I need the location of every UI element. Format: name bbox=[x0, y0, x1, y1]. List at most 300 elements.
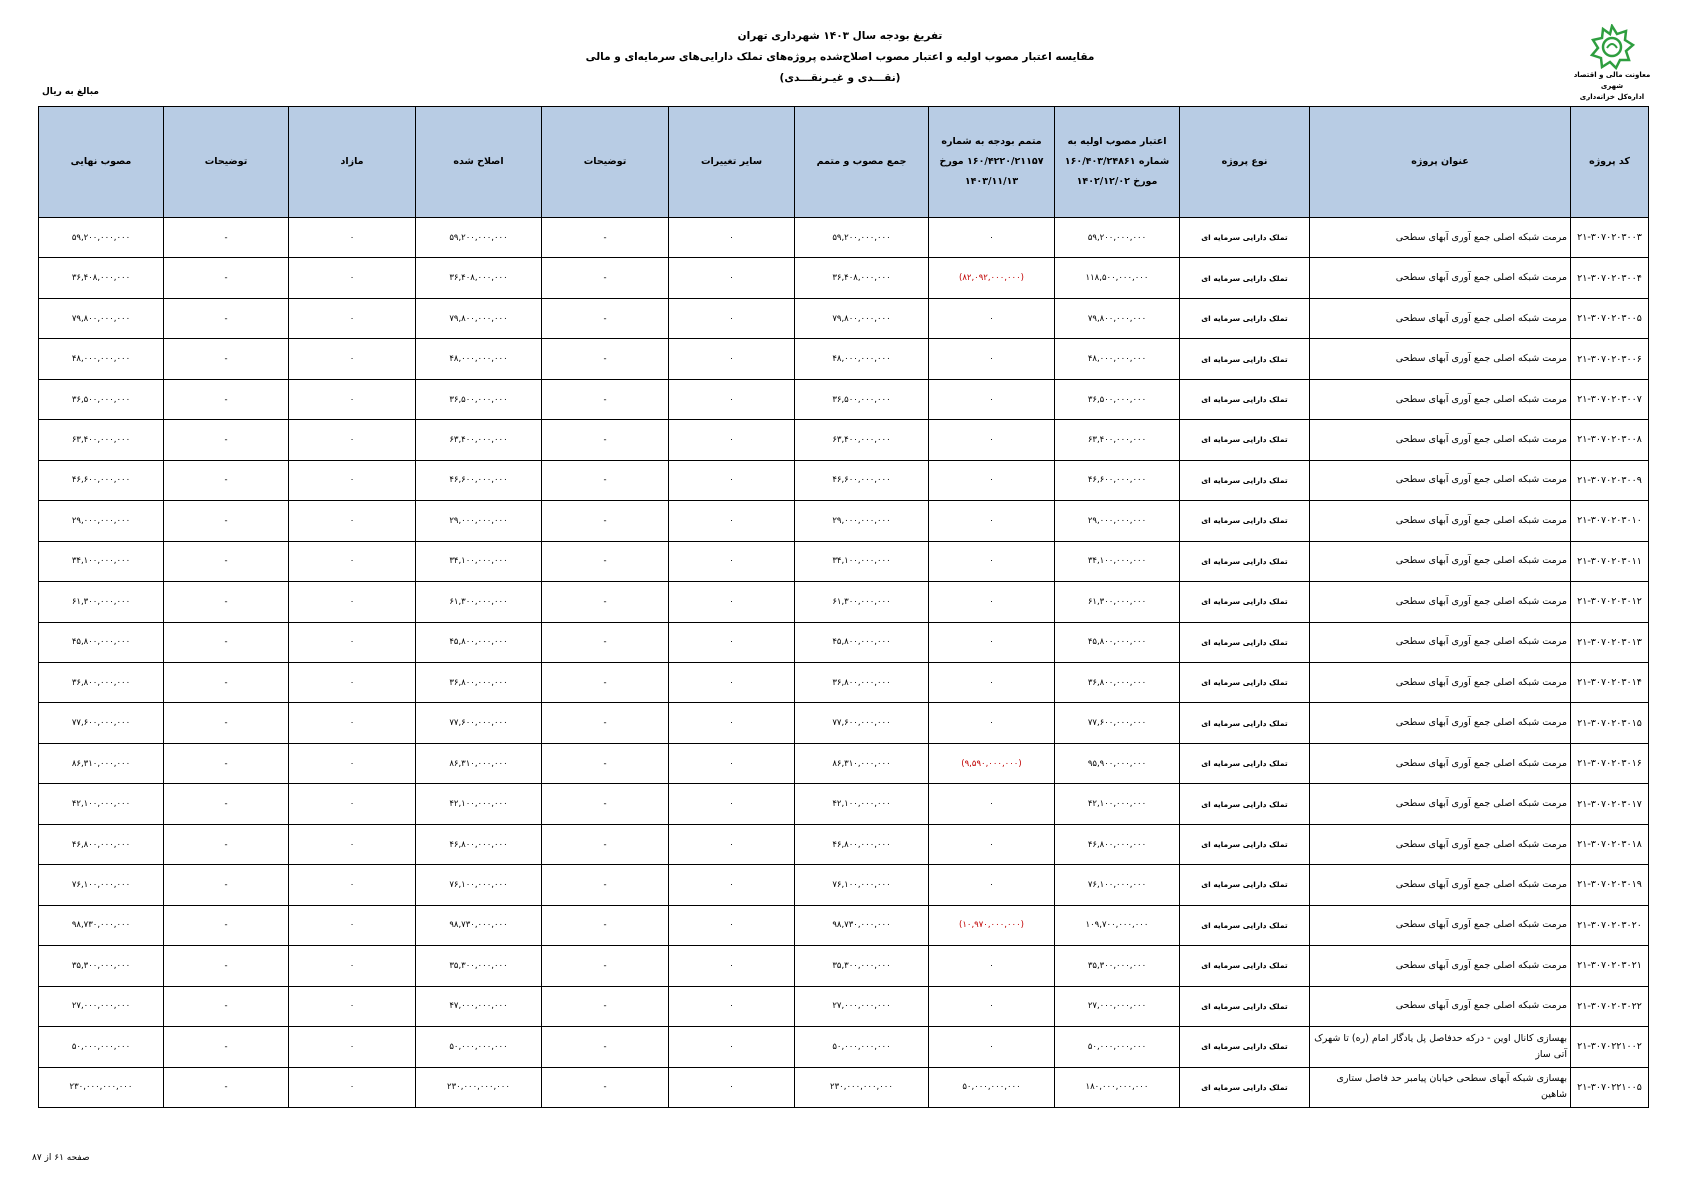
revised-cell: ۵۹,۲۰۰,۰۰۰,۰۰۰ bbox=[416, 218, 542, 258]
other-changes-cell: ۰ bbox=[669, 541, 795, 581]
project-code-cell: ۲۱-۳۰۷۰۲۰۳۰۲۰ bbox=[1571, 905, 1649, 945]
revised-cell: ۶۱,۳۰۰,۰۰۰,۰۰۰ bbox=[416, 582, 542, 622]
revised-cell: ۴۸,۰۰۰,۰۰۰,۰۰۰ bbox=[416, 339, 542, 379]
table-row bbox=[39, 986, 1649, 1026]
supplement-cell: ۵۰,۰۰۰,۰۰۰,۰۰۰ bbox=[929, 1067, 1055, 1107]
project-code-cell: ۲۱-۳۰۷۰۲۰۳۰۰۹ bbox=[1571, 460, 1649, 500]
description-cell: - bbox=[542, 420, 669, 460]
final-budget-cell: ۳۵,۳۰۰,۰۰۰,۰۰۰ bbox=[39, 946, 164, 986]
surplus-cell: ۰ bbox=[289, 622, 416, 662]
other-changes-cell: ۰ bbox=[669, 986, 795, 1026]
other-changes-cell: ۰ bbox=[669, 784, 795, 824]
table-row bbox=[39, 460, 1649, 500]
project-code-cell: ۲۱-۳۰۷۰۲۰۳۰۰۴ bbox=[1571, 258, 1649, 298]
total-cell: ۳۴,۱۰۰,۰۰۰,۰۰۰ bbox=[795, 541, 929, 581]
project-type-cell: تملک دارایی سرمایه ای bbox=[1180, 298, 1310, 338]
other-changes-cell: ۰ bbox=[669, 582, 795, 622]
final-budget-cell: ۷۶,۱۰۰,۰۰۰,۰۰۰ bbox=[39, 865, 164, 905]
description-cell: - bbox=[542, 582, 669, 622]
other-changes-cell: ۰ bbox=[669, 1027, 795, 1067]
budget-table bbox=[38, 106, 1649, 1108]
description-cell: - bbox=[164, 582, 289, 622]
table-row bbox=[39, 339, 1649, 379]
total-cell: ۲۳۰,۰۰۰,۰۰۰,۰۰۰ bbox=[795, 1067, 929, 1107]
surplus-cell: ۰ bbox=[289, 1027, 416, 1067]
report-title: تفریغ بودجه سال ۱۴۰۳ شهرداری تهران bbox=[737, 30, 943, 42]
surplus-cell: ۰ bbox=[289, 339, 416, 379]
final-budget-cell: ۳۶,۵۰۰,۰۰۰,۰۰۰ bbox=[39, 379, 164, 419]
total-cell: ۶۳,۴۰۰,۰۰۰,۰۰۰ bbox=[795, 420, 929, 460]
project-code-cell: ۲۱-۳۰۷۰۲۰۳۰۰۷ bbox=[1571, 379, 1649, 419]
description-cell: - bbox=[542, 703, 669, 743]
description-cell: - bbox=[542, 501, 669, 541]
description-cell: - bbox=[542, 743, 669, 783]
description-cell: - bbox=[164, 703, 289, 743]
project-code-cell: ۲۱-۳۰۷۰۲۰۳۰۱۳ bbox=[1571, 622, 1649, 662]
initial-budget-cell: ۳۶,۵۰۰,۰۰۰,۰۰۰ bbox=[1055, 379, 1180, 419]
initial-budget-cell: ۱۸۰,۰۰۰,۰۰۰,۰۰۰ bbox=[1055, 1067, 1180, 1107]
final-budget-cell: ۴۶,۸۰۰,۰۰۰,۰۰۰ bbox=[39, 824, 164, 864]
total-cell: ۲۹,۰۰۰,۰۰۰,۰۰۰ bbox=[795, 501, 929, 541]
page-number: صفحه ۶۱ از ۸۷ bbox=[32, 1153, 90, 1163]
surplus-cell: ۰ bbox=[289, 905, 416, 945]
table-row bbox=[39, 582, 1649, 622]
description-cell: - bbox=[542, 258, 669, 298]
project-type-cell: تملک دارایی سرمایه ای bbox=[1180, 1067, 1310, 1107]
supplement-cell: (۱۰,۹۷۰,۰۰۰,۰۰۰) bbox=[929, 905, 1055, 945]
initial-budget-cell: ۵۰,۰۰۰,۰۰۰,۰۰۰ bbox=[1055, 1027, 1180, 1067]
total-cell: ۹۸,۷۳۰,۰۰۰,۰۰۰ bbox=[795, 905, 929, 945]
column-header: سایر تغییرات bbox=[669, 107, 795, 218]
project-title-cell: مرمت شبکه اصلی جمع آوری آبهای سطحی bbox=[1310, 460, 1571, 500]
initial-budget-cell: ۷۹,۸۰۰,۰۰۰,۰۰۰ bbox=[1055, 298, 1180, 338]
table-header-row bbox=[39, 107, 1649, 218]
column-header: عنوان پروژه bbox=[1310, 107, 1571, 218]
other-changes-cell: ۰ bbox=[669, 865, 795, 905]
description-cell: - bbox=[164, 460, 289, 500]
total-cell: ۵۰,۰۰۰,۰۰۰,۰۰۰ bbox=[795, 1027, 929, 1067]
final-budget-cell: ۴۲,۱۰۰,۰۰۰,۰۰۰ bbox=[39, 784, 164, 824]
table-row bbox=[39, 622, 1649, 662]
project-code-cell: ۲۱-۳۰۷۰۲۰۳۰۰۳ bbox=[1571, 218, 1649, 258]
revised-cell: ۹۸,۷۳۰,۰۰۰,۰۰۰ bbox=[416, 905, 542, 945]
initial-budget-cell: ۷۶,۱۰۰,۰۰۰,۰۰۰ bbox=[1055, 865, 1180, 905]
description-cell: - bbox=[164, 784, 289, 824]
surplus-cell: ۰ bbox=[289, 582, 416, 622]
surplus-cell: ۰ bbox=[289, 824, 416, 864]
supplement-cell: ۰ bbox=[929, 784, 1055, 824]
revised-cell: ۳۵,۳۰۰,۰۰۰,۰۰۰ bbox=[416, 946, 542, 986]
initial-budget-cell: ۳۶,۸۰۰,۰۰۰,۰۰۰ bbox=[1055, 662, 1180, 702]
table-row bbox=[39, 784, 1649, 824]
project-code-cell: ۲۱-۳۰۷۰۲۰۳۰۱۹ bbox=[1571, 865, 1649, 905]
description-cell: - bbox=[542, 662, 669, 702]
project-type-cell: تملک دارایی سرمایه ای bbox=[1180, 703, 1310, 743]
surplus-cell: ۰ bbox=[289, 298, 416, 338]
project-type-cell: تملک دارایی سرمایه ای bbox=[1180, 258, 1310, 298]
surplus-cell: ۰ bbox=[289, 986, 416, 1026]
initial-budget-cell: ۴۸,۰۰۰,۰۰۰,۰۰۰ bbox=[1055, 339, 1180, 379]
table-row bbox=[39, 946, 1649, 986]
revised-cell: ۳۶,۵۰۰,۰۰۰,۰۰۰ bbox=[416, 379, 542, 419]
initial-budget-cell: ۵۹,۲۰۰,۰۰۰,۰۰۰ bbox=[1055, 218, 1180, 258]
total-cell: ۴۶,۸۰۰,۰۰۰,۰۰۰ bbox=[795, 824, 929, 864]
supplement-cell: ۰ bbox=[929, 986, 1055, 1026]
supplement-cell: ۰ bbox=[929, 703, 1055, 743]
description-cell: - bbox=[164, 420, 289, 460]
project-type-cell: تملک دارایی سرمایه ای bbox=[1180, 743, 1310, 783]
other-changes-cell: ۰ bbox=[669, 460, 795, 500]
revised-cell: ۷۶,۱۰۰,۰۰۰,۰۰۰ bbox=[416, 865, 542, 905]
other-changes-cell: ۰ bbox=[669, 339, 795, 379]
project-type-cell: تملک دارایی سرمایه ای bbox=[1180, 541, 1310, 581]
surplus-cell: ۰ bbox=[289, 865, 416, 905]
project-type-cell: تملک دارایی سرمایه ای bbox=[1180, 582, 1310, 622]
project-type-cell: تملک دارایی سرمایه ای bbox=[1180, 784, 1310, 824]
final-budget-cell: ۴۵,۸۰۰,۰۰۰,۰۰۰ bbox=[39, 622, 164, 662]
supplement-cell: (۹,۵۹۰,۰۰۰,۰۰۰) bbox=[929, 743, 1055, 783]
project-title-cell: مرمت شبکه اصلی جمع آوری آبهای سطحی bbox=[1310, 541, 1571, 581]
description-cell: - bbox=[542, 339, 669, 379]
description-cell: - bbox=[164, 218, 289, 258]
surplus-cell: ۰ bbox=[289, 784, 416, 824]
project-type-cell: تملک دارایی سرمایه ای bbox=[1180, 824, 1310, 864]
other-changes-cell: ۰ bbox=[669, 1067, 795, 1107]
project-code-cell: ۲۱-۳۰۷۰۲۰۳۰۱۷ bbox=[1571, 784, 1649, 824]
logo-block bbox=[1562, 24, 1662, 103]
column-header: متمم بودجه به شماره ۱۶۰/۴۲۲۰/۲۱۱۵۷ مورخ ۱۴۰۳/۱۱/۱۳ bbox=[929, 107, 1055, 218]
description-cell: - bbox=[542, 1067, 669, 1107]
description-cell: - bbox=[542, 1027, 669, 1067]
description-cell: - bbox=[542, 986, 669, 1026]
other-changes-cell: ۰ bbox=[669, 824, 795, 864]
other-changes-cell: ۰ bbox=[669, 703, 795, 743]
report-subtitle: مقایسه اعتبار مصوب اولیه و اعتبار مصوب اصلاح‌شده پروژه‌های تملک دارایی‌های سرمایه‌ای و مالی bbox=[585, 51, 1095, 63]
other-changes-cell: ۰ bbox=[669, 662, 795, 702]
other-changes-cell: ۰ bbox=[669, 905, 795, 945]
logo-text-2: اداره‌کل خزانه‌داری bbox=[1579, 93, 1645, 101]
table-row bbox=[39, 865, 1649, 905]
table-row bbox=[39, 1067, 1649, 1107]
description-cell: - bbox=[542, 905, 669, 945]
column-header: جمع مصوب و متمم bbox=[795, 107, 929, 218]
column-header: نوع پروژه bbox=[1180, 107, 1310, 218]
supplement-cell: ۰ bbox=[929, 541, 1055, 581]
description-cell: - bbox=[542, 946, 669, 986]
project-title-cell: بهسازی شبکه آبهای سطحی خیابان پیامبر حد فاصل ستاری شاهین bbox=[1310, 1067, 1571, 1107]
description-cell: - bbox=[542, 824, 669, 864]
column-header: کد پروژه bbox=[1571, 107, 1649, 218]
table-row bbox=[39, 541, 1649, 581]
project-title-cell: مرمت شبکه اصلی جمع آوری آبهای سطحی bbox=[1310, 743, 1571, 783]
final-budget-cell: ۴۶,۶۰۰,۰۰۰,۰۰۰ bbox=[39, 460, 164, 500]
surplus-cell: ۰ bbox=[289, 743, 416, 783]
report-titles bbox=[560, 26, 1120, 89]
description-cell: - bbox=[164, 1027, 289, 1067]
other-changes-cell: ۰ bbox=[669, 622, 795, 662]
final-budget-cell: ۲۹,۰۰۰,۰۰۰,۰۰۰ bbox=[39, 501, 164, 541]
initial-budget-cell: ۴۶,۶۰۰,۰۰۰,۰۰۰ bbox=[1055, 460, 1180, 500]
surplus-cell: ۰ bbox=[289, 946, 416, 986]
project-title-cell: مرمت شبکه اصلی جمع آوری آبهای سطحی bbox=[1310, 905, 1571, 945]
revised-cell: ۴۷,۰۰۰,۰۰۰,۰۰۰ bbox=[416, 986, 542, 1026]
description-cell: - bbox=[164, 946, 289, 986]
column-header: توضیحات bbox=[164, 107, 289, 218]
project-code-cell: ۲۱-۳۰۷۰۲۰۳۰۱۵ bbox=[1571, 703, 1649, 743]
total-cell: ۷۹,۸۰۰,۰۰۰,۰۰۰ bbox=[795, 298, 929, 338]
final-budget-cell: ۵۹,۲۰۰,۰۰۰,۰۰۰ bbox=[39, 218, 164, 258]
description-cell: - bbox=[164, 1067, 289, 1107]
revised-cell: ۸۶,۳۱۰,۰۰۰,۰۰۰ bbox=[416, 743, 542, 783]
table-row bbox=[39, 379, 1649, 419]
final-budget-cell: ۹۸,۷۳۰,۰۰۰,۰۰۰ bbox=[39, 905, 164, 945]
total-cell: ۵۹,۲۰۰,۰۰۰,۰۰۰ bbox=[795, 218, 929, 258]
project-title-cell: مرمت شبکه اصلی جمع آوری آبهای سطحی bbox=[1310, 339, 1571, 379]
supplement-cell: ۰ bbox=[929, 298, 1055, 338]
project-code-cell: ۲۱-۳۰۷۰۲۰۳۰۰۶ bbox=[1571, 339, 1649, 379]
final-budget-cell: ۳۶,۴۰۸,۰۰۰,۰۰۰ bbox=[39, 258, 164, 298]
revised-cell: ۲۹,۰۰۰,۰۰۰,۰۰۰ bbox=[416, 501, 542, 541]
column-header: توضیحات bbox=[542, 107, 669, 218]
supplement-cell: ۰ bbox=[929, 865, 1055, 905]
project-type-cell: تملک دارایی سرمایه ای bbox=[1180, 1027, 1310, 1067]
total-cell: ۷۷,۶۰۰,۰۰۰,۰۰۰ bbox=[795, 703, 929, 743]
project-code-cell: ۲۱-۳۰۷۰۲۰۳۰۰۵ bbox=[1571, 298, 1649, 338]
surplus-cell: ۰ bbox=[289, 662, 416, 702]
revised-cell: ۴۶,۸۰۰,۰۰۰,۰۰۰ bbox=[416, 824, 542, 864]
description-cell: - bbox=[164, 339, 289, 379]
initial-budget-cell: ۱۰۹,۷۰۰,۰۰۰,۰۰۰ bbox=[1055, 905, 1180, 945]
revised-cell: ۳۴,۱۰۰,۰۰۰,۰۰۰ bbox=[416, 541, 542, 581]
initial-budget-cell: ۶۱,۳۰۰,۰۰۰,۰۰۰ bbox=[1055, 582, 1180, 622]
table-row bbox=[39, 298, 1649, 338]
description-cell: - bbox=[164, 298, 289, 338]
revised-cell: ۴۶,۶۰۰,۰۰۰,۰۰۰ bbox=[416, 460, 542, 500]
final-budget-cell: ۸۶,۳۱۰,۰۰۰,۰۰۰ bbox=[39, 743, 164, 783]
revised-cell: ۴۵,۸۰۰,۰۰۰,۰۰۰ bbox=[416, 622, 542, 662]
project-code-cell: ۲۱-۳۰۷۰۲۰۳۰۱۸ bbox=[1571, 824, 1649, 864]
project-title-cell: مرمت شبکه اصلی جمع آوری آبهای سطحی bbox=[1310, 986, 1571, 1026]
project-code-cell: ۲۱-۳۰۷۰۲۰۳۰۱۲ bbox=[1571, 582, 1649, 622]
final-budget-cell: ۳۶,۸۰۰,۰۰۰,۰۰۰ bbox=[39, 662, 164, 702]
description-cell: - bbox=[164, 622, 289, 662]
surplus-cell: ۰ bbox=[289, 703, 416, 743]
surplus-cell: ۰ bbox=[289, 460, 416, 500]
project-title-cell: مرمت شبکه اصلی جمع آوری آبهای سطحی bbox=[1310, 379, 1571, 419]
description-cell: - bbox=[164, 865, 289, 905]
project-code-cell: ۲۱-۳۰۷۰۲۰۳۰۱۱ bbox=[1571, 541, 1649, 581]
table-row bbox=[39, 420, 1649, 460]
project-code-cell: ۲۱-۳۰۷۰۲۰۳۰۲۱ bbox=[1571, 946, 1649, 986]
table-row bbox=[39, 1027, 1649, 1067]
total-cell: ۳۵,۳۰۰,۰۰۰,۰۰۰ bbox=[795, 946, 929, 986]
description-cell: - bbox=[542, 379, 669, 419]
table-row bbox=[39, 743, 1649, 783]
project-title-cell: مرمت شبکه اصلی جمع آوری آبهای سطحی bbox=[1310, 582, 1571, 622]
total-cell: ۷۶,۱۰۰,۰۰۰,۰۰۰ bbox=[795, 865, 929, 905]
description-cell: - bbox=[164, 905, 289, 945]
description-cell: - bbox=[542, 298, 669, 338]
project-title-cell: مرمت شبکه اصلی جمع آوری آبهای سطحی bbox=[1310, 865, 1571, 905]
surplus-cell: ۰ bbox=[289, 258, 416, 298]
initial-budget-cell: ۷۷,۶۰۰,۰۰۰,۰۰۰ bbox=[1055, 703, 1180, 743]
project-type-cell: تملک دارایی سرمایه ای bbox=[1180, 905, 1310, 945]
project-title-cell: مرمت شبکه اصلی جمع آوری آبهای سطحی bbox=[1310, 784, 1571, 824]
table-body bbox=[39, 218, 1649, 1108]
table-row bbox=[39, 703, 1649, 743]
initial-budget-cell: ۴۲,۱۰۰,۰۰۰,۰۰۰ bbox=[1055, 784, 1180, 824]
supplement-cell: ۰ bbox=[929, 662, 1055, 702]
final-budget-cell: ۷۹,۸۰۰,۰۰۰,۰۰۰ bbox=[39, 298, 164, 338]
project-type-cell: تملک دارایی سرمایه ای bbox=[1180, 622, 1310, 662]
total-cell: ۴۵,۸۰۰,۰۰۰,۰۰۰ bbox=[795, 622, 929, 662]
other-changes-cell: ۰ bbox=[669, 258, 795, 298]
table-row bbox=[39, 501, 1649, 541]
initial-budget-cell: ۹۵,۹۰۰,۰۰۰,۰۰۰ bbox=[1055, 743, 1180, 783]
project-title-cell: مرمت شبکه اصلی جمع آوری آبهای سطحی bbox=[1310, 298, 1571, 338]
final-budget-cell: ۲۳۰,۰۰۰,۰۰۰,۰۰۰ bbox=[39, 1067, 164, 1107]
column-header: اعتبار مصوب اولیه به شماره ۱۶۰/۴۰۳/۲۴۸۶۱ مورخ ۱۴۰۲/۱۲/۰۲ bbox=[1055, 107, 1180, 218]
supplement-cell: (۸۲,۰۹۲,۰۰۰,۰۰۰) bbox=[929, 258, 1055, 298]
supplement-cell: ۰ bbox=[929, 460, 1055, 500]
other-changes-cell: ۰ bbox=[669, 379, 795, 419]
final-budget-cell: ۷۷,۶۰۰,۰۰۰,۰۰۰ bbox=[39, 703, 164, 743]
description-cell: - bbox=[542, 784, 669, 824]
description-cell: - bbox=[164, 743, 289, 783]
other-changes-cell: ۰ bbox=[669, 298, 795, 338]
revised-cell: ۵۰,۰۰۰,۰۰۰,۰۰۰ bbox=[416, 1027, 542, 1067]
surplus-cell: ۰ bbox=[289, 379, 416, 419]
project-code-cell: ۲۱-۳۰۷۰۲۰۳۰۱۶ bbox=[1571, 743, 1649, 783]
revised-cell: ۶۳,۴۰۰,۰۰۰,۰۰۰ bbox=[416, 420, 542, 460]
other-changes-cell: ۰ bbox=[669, 218, 795, 258]
initial-budget-cell: ۱۱۸,۵۰۰,۰۰۰,۰۰۰ bbox=[1055, 258, 1180, 298]
description-cell: - bbox=[542, 865, 669, 905]
final-budget-cell: ۴۸,۰۰۰,۰۰۰,۰۰۰ bbox=[39, 339, 164, 379]
project-type-cell: تملک دارایی سرمایه ای bbox=[1180, 460, 1310, 500]
final-budget-cell: ۶۱,۳۰۰,۰۰۰,۰۰۰ bbox=[39, 582, 164, 622]
project-title-cell: مرمت شبکه اصلی جمع آوری آبهای سطحی bbox=[1310, 501, 1571, 541]
revised-cell: ۳۶,۸۰۰,۰۰۰,۰۰۰ bbox=[416, 662, 542, 702]
final-budget-cell: ۵۰,۰۰۰,۰۰۰,۰۰۰ bbox=[39, 1027, 164, 1067]
project-title-cell: مرمت شبکه اصلی جمع آوری آبهای سطحی bbox=[1310, 662, 1571, 702]
project-title-cell: مرمت شبکه اصلی جمع آوری آبهای سطحی bbox=[1310, 420, 1571, 460]
other-changes-cell: ۰ bbox=[669, 420, 795, 460]
description-cell: - bbox=[164, 379, 289, 419]
supplement-cell: ۰ bbox=[929, 582, 1055, 622]
total-cell: ۳۶,۸۰۰,۰۰۰,۰۰۰ bbox=[795, 662, 929, 702]
project-type-cell: تملک دارایی سرمایه ای bbox=[1180, 865, 1310, 905]
final-budget-cell: ۳۴,۱۰۰,۰۰۰,۰۰۰ bbox=[39, 541, 164, 581]
project-title-cell: بهسازی کانال اوین - درکه حدفاصل پل یادگار امام (ره) تا شهرک آتی ساز bbox=[1310, 1027, 1571, 1067]
surplus-cell: ۰ bbox=[289, 218, 416, 258]
total-cell: ۲۷,۰۰۰,۰۰۰,۰۰۰ bbox=[795, 986, 929, 1026]
surplus-cell: ۰ bbox=[289, 1067, 416, 1107]
column-header: مصوب نهایی bbox=[39, 107, 164, 218]
surplus-cell: ۰ bbox=[289, 501, 416, 541]
description-cell: - bbox=[542, 460, 669, 500]
other-changes-cell: ۰ bbox=[669, 743, 795, 783]
table-row bbox=[39, 218, 1649, 258]
description-cell: - bbox=[164, 258, 289, 298]
project-code-cell: ۲۱-۳۰۷۰۲۲۱۰۰۲ bbox=[1571, 1027, 1649, 1067]
total-cell: ۳۶,۴۰۸,۰۰۰,۰۰۰ bbox=[795, 258, 929, 298]
description-cell: - bbox=[542, 622, 669, 662]
initial-budget-cell: ۲۹,۰۰۰,۰۰۰,۰۰۰ bbox=[1055, 501, 1180, 541]
supplement-cell: ۰ bbox=[929, 339, 1055, 379]
project-type-cell: تملک دارایی سرمایه ای bbox=[1180, 420, 1310, 460]
description-cell: - bbox=[164, 541, 289, 581]
column-header: مازاد bbox=[289, 107, 416, 218]
project-type-cell: تملک دارایی سرمایه ای bbox=[1180, 379, 1310, 419]
revised-cell: ۴۲,۱۰۰,۰۰۰,۰۰۰ bbox=[416, 784, 542, 824]
total-cell: ۴۸,۰۰۰,۰۰۰,۰۰۰ bbox=[795, 339, 929, 379]
description-cell: - bbox=[542, 541, 669, 581]
project-title-cell: مرمت شبکه اصلی جمع آوری آبهای سطحی bbox=[1310, 824, 1571, 864]
description-cell: - bbox=[164, 501, 289, 541]
table-row bbox=[39, 258, 1649, 298]
surplus-cell: ۰ bbox=[289, 541, 416, 581]
project-title-cell: مرمت شبکه اصلی جمع آوری آبهای سطحی bbox=[1310, 946, 1571, 986]
table-row bbox=[39, 662, 1649, 702]
revised-cell: ۷۹,۸۰۰,۰۰۰,۰۰۰ bbox=[416, 298, 542, 338]
project-title-cell: مرمت شبکه اصلی جمع آوری آبهای سطحی bbox=[1310, 218, 1571, 258]
initial-budget-cell: ۴۵,۸۰۰,۰۰۰,۰۰۰ bbox=[1055, 622, 1180, 662]
initial-budget-cell: ۶۳,۴۰۰,۰۰۰,۰۰۰ bbox=[1055, 420, 1180, 460]
revised-cell: ۷۷,۶۰۰,۰۰۰,۰۰۰ bbox=[416, 703, 542, 743]
project-type-cell: تملک دارایی سرمایه ای bbox=[1180, 218, 1310, 258]
final-budget-cell: ۶۳,۴۰۰,۰۰۰,۰۰۰ bbox=[39, 420, 164, 460]
project-type-cell: تملک دارایی سرمایه ای bbox=[1180, 986, 1310, 1026]
revised-cell: ۲۳۰,۰۰۰,۰۰۰,۰۰۰ bbox=[416, 1067, 542, 1107]
supplement-cell: ۰ bbox=[929, 379, 1055, 419]
description-cell: - bbox=[542, 218, 669, 258]
final-budget-cell: ۲۷,۰۰۰,۰۰۰,۰۰۰ bbox=[39, 986, 164, 1026]
initial-budget-cell: ۲۷,۰۰۰,۰۰۰,۰۰۰ bbox=[1055, 986, 1180, 1026]
project-title-cell: مرمت شبکه اصلی جمع آوری آبهای سطحی bbox=[1310, 703, 1571, 743]
surplus-cell: ۰ bbox=[289, 420, 416, 460]
project-code-cell: ۲۱-۳۰۷۰۲۰۳۰۱۰ bbox=[1571, 501, 1649, 541]
project-type-cell: تملک دارایی سرمایه ای bbox=[1180, 662, 1310, 702]
table-row bbox=[39, 905, 1649, 945]
units-label: مبالغ به ریال bbox=[42, 87, 100, 97]
supplement-cell: ۰ bbox=[929, 1027, 1055, 1067]
project-title-cell: مرمت شبکه اصلی جمع آوری آبهای سطحی bbox=[1310, 622, 1571, 662]
supplement-cell: ۰ bbox=[929, 501, 1055, 541]
other-changes-cell: ۰ bbox=[669, 501, 795, 541]
project-code-cell: ۲۱-۳۰۷۰۲۰۳۰۱۴ bbox=[1571, 662, 1649, 702]
project-type-cell: تملک دارایی سرمایه ای bbox=[1180, 501, 1310, 541]
initial-budget-cell: ۳۴,۱۰۰,۰۰۰,۰۰۰ bbox=[1055, 541, 1180, 581]
project-code-cell: ۲۱-۳۰۷۰۲۰۳۰۰۸ bbox=[1571, 420, 1649, 460]
supplement-cell: ۰ bbox=[929, 420, 1055, 460]
initial-budget-cell: ۴۶,۸۰۰,۰۰۰,۰۰۰ bbox=[1055, 824, 1180, 864]
report-subtitle-2: (نقـــدی و غیـرنقـــدی) bbox=[779, 72, 901, 84]
supplement-cell: ۰ bbox=[929, 218, 1055, 258]
project-type-cell: تملک دارایی سرمایه ای bbox=[1180, 339, 1310, 379]
total-cell: ۸۶,۳۱۰,۰۰۰,۰۰۰ bbox=[795, 743, 929, 783]
logo-text-1: معاونت مالی و اقتصاد شهری bbox=[1573, 71, 1651, 90]
supplement-cell: ۰ bbox=[929, 946, 1055, 986]
total-cell: ۴۶,۶۰۰,۰۰۰,۰۰۰ bbox=[795, 460, 929, 500]
tehran-municipality-logo-icon bbox=[1589, 24, 1635, 70]
project-code-cell: ۲۱-۳۰۷۰۲۲۱۰۰۵ bbox=[1571, 1067, 1649, 1107]
supplement-cell: ۰ bbox=[929, 824, 1055, 864]
supplement-cell: ۰ bbox=[929, 622, 1055, 662]
description-cell: - bbox=[164, 662, 289, 702]
column-header: اصلاح شده bbox=[416, 107, 542, 218]
total-cell: ۳۶,۵۰۰,۰۰۰,۰۰۰ bbox=[795, 379, 929, 419]
